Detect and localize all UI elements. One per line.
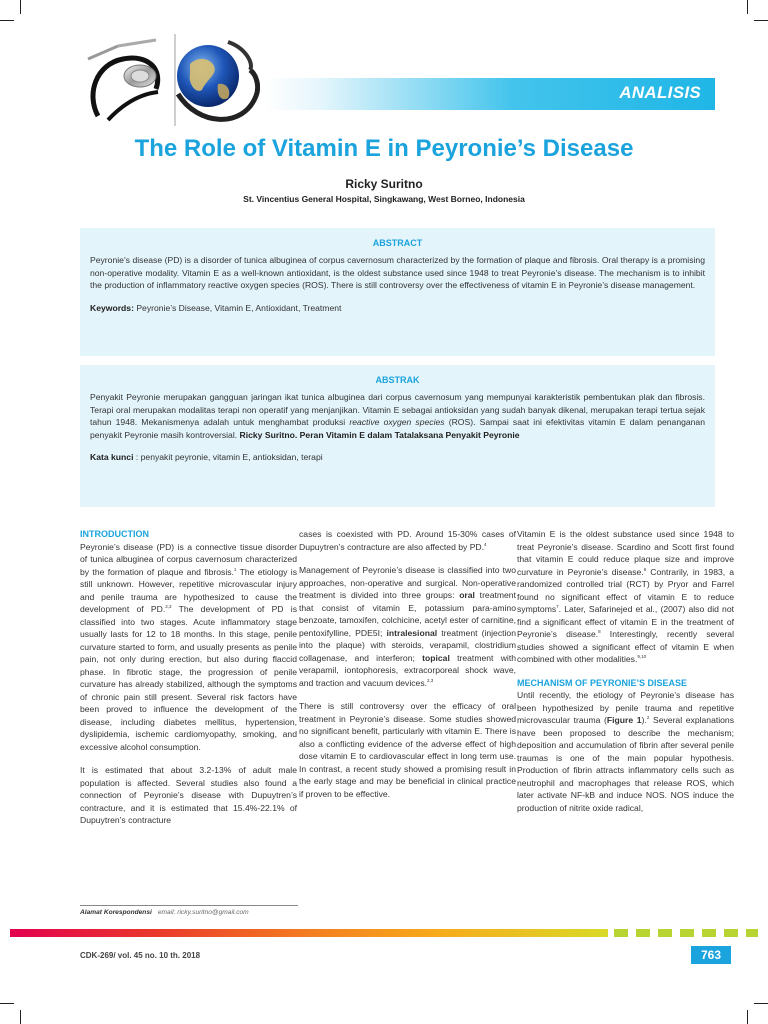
term-topical: topical bbox=[422, 652, 450, 663]
body-paragraph bbox=[517, 528, 734, 666]
crop-mark bbox=[754, 1003, 768, 1004]
text-run: Several explanations have been proposed to describe the mechanism; deposition and accumulation of fibrin after several penile traumas is one of the main popular hypothesis. Production of fibrin attracts inflammatory cells such as neutrophil and macrophages that release ROS, which later activate NF-kB and induce NOS. NOS induce the production of nitrite oxide radical, bbox=[517, 715, 735, 813]
text-run: The etiology is still unknown. However, repetitive microvascular injury and penile trauma are hypothesized to cause the development of PD. bbox=[80, 566, 297, 614]
body-column-2 bbox=[299, 528, 516, 811]
footer-color-strip bbox=[0, 929, 768, 937]
abstract-box bbox=[80, 228, 715, 356]
section-banner bbox=[265, 78, 715, 110]
reference-marker: 2,3 bbox=[427, 677, 434, 683]
reference-marker: 6 bbox=[643, 566, 647, 572]
abstract-text: Peyronie’s disease (PD) is a disorder of tunica albuginea of corpus cavernosum characterized by the formation of plaque and fibrosis. Oral therapy is a promising non-operative modality. Vitamin E as a well-known antioxidant, is the oldest substance used since 1948 to treat Peyronie’s disease. The mechanism is to inhibit the production of inflammatory reactive oxygen species (ROS). There is still controversy over the effectiveness of vitamin E in Peyronie’s disease management. bbox=[90, 255, 705, 291]
abstrak-citation: Ricky Suritno. Peran Vitamin E dalam Tatalaksana Penyakit Peyronie bbox=[239, 429, 520, 440]
term-oral: oral bbox=[459, 590, 475, 600]
abstrak-text-part: (ROS). Sampai saat ini efektivitas vitamin E dalam penanganan penyakit Peyronie masih kontroversial. bbox=[90, 417, 705, 440]
header-illustration bbox=[78, 34, 260, 126]
body-column-1 bbox=[80, 528, 297, 838]
text-run: treatment that consist of vitamin E, potassium para-amino benzoate, tamoxifen, colchicine, acetyl ester of carnitine, pentoxifylline, PDE5I; bbox=[299, 590, 516, 638]
page-number: 763 bbox=[691, 946, 731, 964]
crop-mark bbox=[20, 0, 21, 14]
body-paragraph bbox=[299, 564, 516, 689]
text-run: ). bbox=[641, 715, 647, 725]
text-run: . Later, Safarinejed et al., (2007) also did not find a significant effect of vitamin E in the treatment of Peyronie’s disease. bbox=[517, 604, 734, 639]
text-run: Vitamin E is the oldest substance used since 1948 to treat Peyronie’s disease. Scardino and Scott first found that vitamin E could reduce plaque size and improve curvature in Peyronie’s disease. bbox=[517, 529, 734, 577]
gradient-bar bbox=[10, 929, 608, 937]
reference-marker: 9,10 bbox=[637, 654, 647, 660]
abstrak-text-part: Penyakit Peyronie merupakan gangguan jaringan ikat tunica albuginea dari corpus cavernosum yang mempunyai karakteristik pembentukan plak dan fibrosis. Terapi oral merupakan modalitas terapi non operatif yang menjanjikan. Vitamin E sebagai antioksidan yang sudah banyak dikenal, merupakan terapi tertua sejak tahun 1948. Mekanismenya adalah untuk menghambat produksi bbox=[90, 392, 705, 428]
color-square bbox=[702, 929, 716, 937]
color-square bbox=[658, 929, 672, 937]
kata-kunci-label: Kata kunci bbox=[90, 452, 134, 463]
body-paragraph bbox=[517, 689, 734, 814]
text-run: The development of PD is classified into two stages. Acute inflammatory stage usually lasts for 12 to 18 months. In this stage, penile curvature started to form, and usually presents as penile pain, not only during erection, but also during flaccid phase. In fibrotic stage, the progression of penile curvature has already stabilized, although the symptoms of chronic pain still present. Several risk factors have been proved to influence the development of the disease, including diabetes mellitus, hypertension, dyslipidemia, ischemic cardiomyopathy, smoking, and excessive alcohol consumption. bbox=[80, 604, 297, 752]
correspondence-label: Alamat Korespondensi bbox=[80, 909, 152, 916]
color-square bbox=[680, 929, 694, 937]
reference-marker: 4 bbox=[484, 541, 487, 547]
crop-mark bbox=[747, 0, 748, 14]
color-square bbox=[746, 929, 758, 937]
keywords-value: Peyronie’s Disease, Vitamin E, Antioxidant, Treatment bbox=[136, 302, 342, 313]
crop-mark bbox=[0, 1003, 14, 1004]
correspondence-email: email: ricky.suritno@gmail.com bbox=[157, 909, 249, 916]
abstrak-keywords bbox=[90, 451, 705, 464]
body-paragraph bbox=[80, 541, 297, 754]
reference-marker: 7 bbox=[556, 604, 559, 610]
abstrak-text bbox=[90, 391, 705, 441]
text-run: Until recently, the etiology of Peyronie’s disease has been hypothesized by penile trauma and repetitive microvascular trauma ( bbox=[517, 690, 734, 725]
section-heading-introduction: INTRODUCTION bbox=[80, 529, 149, 539]
color-square bbox=[614, 929, 628, 937]
crop-mark bbox=[0, 20, 14, 21]
body-paragraph: It is estimated that about 3.2-13% of adult male population is affected. Several studies also found a connection of Peyronie’s disease with Dupuytren’s contracture, and it is estimated that 15.4%-22.1% of Dupuytren’s contracture bbox=[80, 765, 297, 825]
abstrak-italic-term: reactive oxygen species bbox=[349, 417, 445, 428]
color-square bbox=[636, 929, 650, 937]
body-column-3 bbox=[517, 528, 734, 825]
abstract-heading: ABSTRACT bbox=[372, 238, 423, 248]
crop-mark bbox=[20, 1010, 21, 1024]
text-run: treatment (injection into the plaque) with steroids, verapamil, clostridium collagenase, and interferon; bbox=[299, 627, 516, 663]
reference-marker: 8 bbox=[598, 629, 601, 635]
kata-kunci-value: : penyakit peyronie, vitamin E, antioksidan, terapi bbox=[133, 452, 323, 463]
reference-marker: 2 bbox=[646, 715, 650, 721]
figure-reference: Figure 1 bbox=[606, 715, 642, 725]
text-run: Peyronie’s disease (PD) is a connective tissue disorder of tunica albuginea of corpus cavernosum characterized by the formation of plaque and fibrosis. bbox=[80, 541, 297, 577]
correspondence-note bbox=[80, 905, 298, 916]
section-heading-mechanism: MECHANISM OF PEYRONIE’S DISEASE bbox=[517, 677, 688, 688]
keywords-label: Keywords: bbox=[90, 302, 134, 313]
journal-citation: CDK-269/ vol. 45 no. 10 th. 2018 bbox=[80, 951, 201, 960]
abstrak-heading: ABSTRAK bbox=[375, 375, 420, 385]
abstract-keywords bbox=[90, 302, 705, 315]
author-affiliation: St. Vincentius General Hospital, Singkawang, West Borneo, Indonesia bbox=[243, 194, 525, 204]
body-paragraph: There is still controversy over the efficacy of oral treatment in Peyronie’s disease. Some studies showed no significant benefit, particularly with vitamin E. There is also a conflicting evidence of the adverse effect of high dose vitamin E to cardiovascular effect in long term use. In contrast, a recent study showed a promising result in the early stage and may be beneficial in clinical practice if proven to be effective. bbox=[299, 701, 516, 799]
text-run: Management of Peyronie’s disease is classified into two approaches, non-operative and surgical. Non-operative treatment is divided into three groups: bbox=[299, 565, 516, 600]
text-run: cases is coexisted with PD. Around 15-30% cases of Dupuytren’s contracture are also affected by PD. bbox=[299, 529, 516, 552]
text-run: treatment with verapamil, iontophoresis, extracorporeal shock wave, and traction and vacuum devices. bbox=[299, 652, 516, 688]
color-square bbox=[724, 929, 738, 937]
text-run: Interestingly, recently several studies showed a significant effect of vitamin E when combined with other modalities. bbox=[517, 629, 734, 664]
section-label: ANALISIS bbox=[619, 83, 701, 102]
crop-mark bbox=[747, 1010, 748, 1024]
reference-marker: 1 bbox=[233, 566, 237, 572]
body-paragraph bbox=[299, 528, 516, 553]
term-intralesional: intralesional bbox=[386, 627, 438, 638]
reference-marker: 2,3 bbox=[165, 604, 172, 610]
crop-mark bbox=[754, 20, 768, 21]
abstrak-box bbox=[80, 365, 715, 507]
text-run: Contrarily, in 1983, a randomized controlled trial (RCT) by Pryor and Farrel found no significant effect of vitamin E to reduce symptoms bbox=[517, 566, 734, 614]
article-title: The Role of Vitamin E in Peyronie’s Disease bbox=[134, 135, 634, 162]
article-author: Ricky Suritno bbox=[345, 177, 423, 191]
